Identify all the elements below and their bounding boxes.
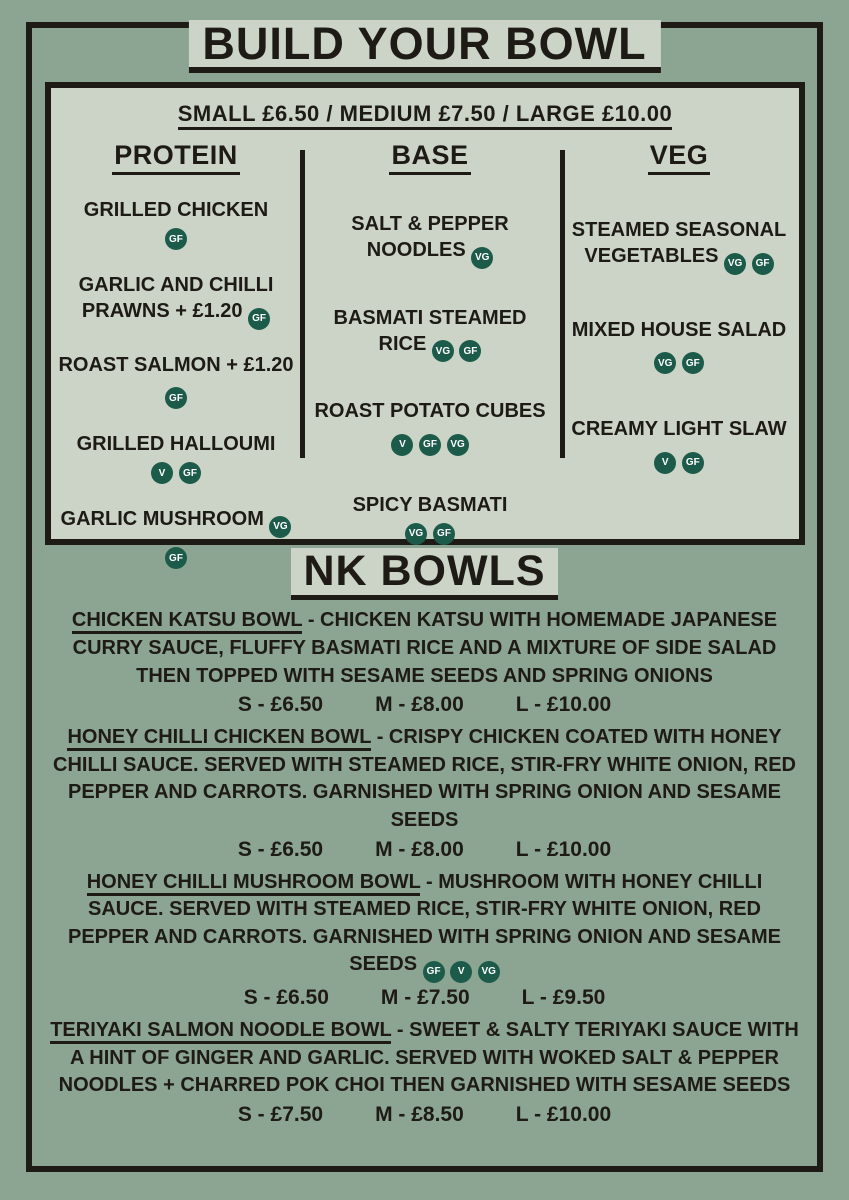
gf-badge: GF (165, 228, 187, 250)
vg-badge: VG (269, 516, 291, 538)
nk-bowls-list (40, 607, 809, 1127)
column-header: PROTEIN (112, 140, 240, 175)
v-badge: V (450, 961, 472, 983)
gf-badge: GF (752, 253, 774, 275)
menu-item (57, 352, 295, 410)
sizes-line-text: SMALL £6.50 / MEDIUM £7.50 / LARGE £10.00 (178, 101, 673, 130)
bowl-name: CHICKEN KATSU BOWL (72, 609, 302, 634)
v-badge: V (151, 462, 173, 484)
price: M - £8.00 (375, 837, 464, 861)
bowl-description: HONEY CHILLI CHICKEN BOWL - CRISPY CHICKEN COATED WITH HONEY CHILLI SAUCE. SERVED WITH STEAMED RICE, STIR-FRY WHITE ONION, RED PEPPER AND CARROTS. GARNISHED WITH SPRING ONION AND SESAME SEEDS (53, 726, 796, 831)
vg-badge: VG (432, 340, 454, 362)
bowl-prices (40, 1103, 809, 1127)
item-name: GARLIC MUSHROOM (60, 508, 264, 531)
item-name: ROAST POTATO CUBES (314, 400, 546, 423)
item-name: SALT & PEPPER NOODLES (351, 213, 509, 262)
vg-badge: VG (654, 352, 676, 374)
price: M - £8.00 (375, 693, 464, 717)
vg-badge: VG (724, 253, 746, 275)
vg-badge: VG (447, 434, 469, 456)
gf-badge: GF (459, 340, 481, 362)
gf-badge: GF (423, 961, 445, 983)
bowl-name: HONEY CHILLI MUSHROOM BOWL (87, 871, 421, 896)
item-name: MIXED HOUSE SALAD (571, 318, 787, 341)
v-badge: V (391, 434, 413, 456)
price: L - £10.00 (515, 1103, 612, 1127)
column-base (301, 140, 559, 539)
badge-row (77, 462, 276, 484)
vg-badge: VG (405, 523, 427, 545)
vg-badge: VG (478, 961, 500, 983)
badge-row (353, 523, 508, 545)
v-badge: V (654, 452, 676, 474)
gf-badge: GF (682, 352, 704, 374)
item-name: CREAMY LIGHT SLAW (571, 418, 787, 441)
bowl-name: HONEY CHILLI CHICKEN BOWL (67, 726, 371, 751)
item-name: GARLIC AND CHILLI PRAWNS + £1.20 (78, 274, 274, 323)
gf-badge: GF (248, 308, 270, 330)
item-name: STEAMED SEASONAL VEGETABLES (571, 219, 787, 268)
menu-item (560, 317, 798, 375)
gf-badge: GF (165, 547, 187, 569)
vg-badge: VG (471, 247, 493, 269)
menu-item (311, 305, 549, 363)
bowl-entry (40, 724, 809, 861)
bowl-prices (40, 693, 809, 717)
builder-columns (51, 140, 799, 564)
gf-badge: GF (419, 434, 441, 456)
bowl-name: TERIYAKI SALMON NOODLE BOWL (50, 1019, 391, 1044)
menu-item (84, 197, 268, 250)
menu-item (57, 272, 295, 330)
bowl-prices (40, 838, 809, 862)
item-name: GRILLED HALLOUMI (76, 433, 276, 456)
bowl-description: CHICKEN KATSU BOWL - CHICKEN KATSU WITH HOMEMADE JAPANESE CURRY SAUCE, FLUFFY BASMATI RICE AND A MIXTURE OF SIDE SALAD THEN TOPPED WITH SESAME SEEDS AND SPRING ONIONS (71, 609, 778, 687)
menu-item (311, 398, 549, 456)
price: S - £7.50 (237, 1103, 324, 1127)
bowl-entry (40, 869, 809, 1011)
bowl-entry (40, 1017, 809, 1127)
item-name: ROAST SALMON + £1.20 (58, 353, 294, 376)
nk-bowls-title: NK BOWLS (291, 548, 557, 600)
price: S - £6.50 (237, 693, 324, 717)
sizes-line (51, 101, 799, 127)
menu-item (560, 416, 798, 474)
bowl-entry (40, 607, 809, 717)
menu-item (77, 431, 276, 484)
item-name: GRILLED CHICKEN (83, 199, 269, 222)
price: S - £6.50 (243, 986, 329, 1010)
item-name: SPICY BASMATI (352, 493, 508, 516)
badge-row (84, 228, 268, 250)
gf-badge: GF (682, 452, 704, 474)
bowl-prices (40, 986, 809, 1010)
page-title: BUILD YOUR BOWL (188, 20, 660, 73)
menu-item (560, 217, 798, 275)
column-protein (51, 140, 301, 564)
bowl-description: TERIYAKI SALMON NOODLE BOWL - SWEET & SALTY TERIYAKI SAUCE WITH A HINT OF GINGER AND GARLIC. SERVED WITH WOKED SALT & PEPPER NOODLES + CHARRED POK CHOI THEN GARNISHED WITH SESAME SEEDS (50, 1019, 799, 1097)
column-veg (559, 140, 799, 539)
column-header: VEG (648, 140, 711, 175)
menu-item (311, 211, 549, 269)
price: L - £10.00 (515, 693, 612, 717)
price: S - £6.50 (237, 837, 324, 861)
item-name: BASMATI STEAMED RICE (333, 306, 527, 355)
build-your-bowl-panel (45, 82, 805, 564)
bowl-description: HONEY CHILLI MUSHROOM BOWL - MUSHROOM WITH HONEY CHILLI SAUCE. SERVED WITH STEAMED RICE, STIR-FRY WHITE ONION, RED PEPPER AND CARROTS. GARNISHED WITH SPRING ONION AND SESAME SEEDS GF V VG (50, 869, 799, 984)
menu-item (353, 492, 508, 545)
price: L - £10.00 (515, 837, 612, 861)
gf-badge: GF (433, 523, 455, 545)
nk-bowls-section (40, 548, 809, 1127)
price: L - £9.50 (521, 986, 606, 1010)
column-header: BASE (389, 140, 470, 175)
gf-badge: GF (165, 387, 187, 409)
price: M - £7.50 (380, 986, 470, 1010)
price: M - £8.50 (375, 1103, 464, 1127)
gf-badge: GF (179, 462, 201, 484)
